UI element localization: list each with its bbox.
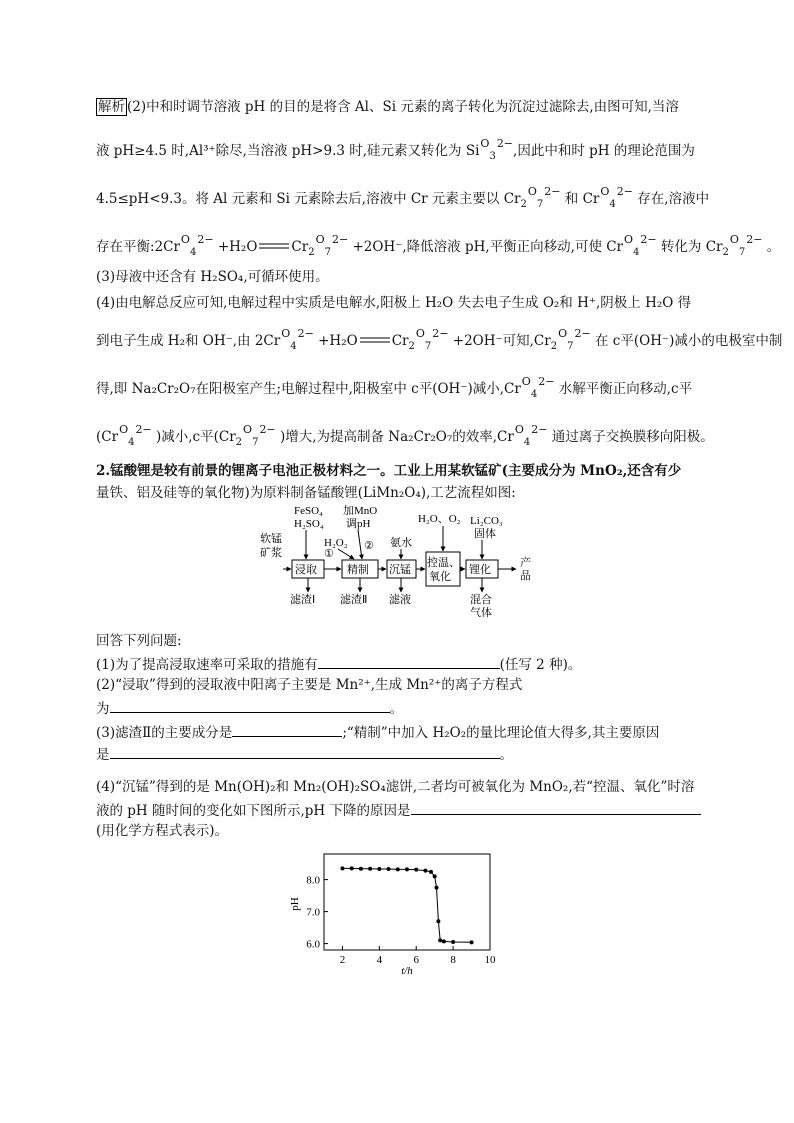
flow-out-3: 滤液 — [389, 594, 411, 606]
question-ask: 回答下列问题: — [96, 633, 182, 649]
answer-blank-1[interactable] — [318, 654, 500, 669]
flow-out-1: 滤渣Ⅰ — [290, 594, 316, 606]
analysis-line-8: 得,即 Na₂Cr₂O₇在阳极室产生;电解过程中,阳极室中 c平(OH⁻)减小$,Cr^O_4^{2-}$ 水解平衡正向移动,c平 — [96, 375, 693, 400]
series-line-0 — [342, 868, 471, 942]
data-point-10 — [429, 870, 433, 874]
data-point-12 — [435, 886, 439, 890]
data-point-11 — [433, 874, 437, 878]
x-tick-label-0: 2 — [339, 954, 346, 966]
cro4-ion: $^O_4^{2-}$ — [624, 233, 657, 258]
x-tick-label-1: 4 — [376, 954, 383, 966]
data-point-16 — [451, 940, 455, 944]
analysis-line-6: (4)由电解总反应可知,电解过程中实质是电解水,阳极上 H₂O 失去电子生成 O₂和 H⁺,阴极上 H₂O 得 — [96, 295, 692, 311]
y-tick-label-1: 7.0 — [306, 906, 320, 919]
flow-reagent-ho: H₂O、O₂ — [418, 513, 461, 525]
question-1: (1)为了提高浸取速率可采取的措施有 (任写 2 种)。 — [96, 654, 581, 674]
flow-reagent-ammonia: 氨水 — [390, 537, 412, 549]
analysis-line-4: 存在平衡$:2Cr^O_4^{2-} +H_2O$ $Cr_2^O_7^{2-} +2OH^-$,降低溶液 pH,平衡正向移动,可使 $Cr^O_4^{2-}$ 转化为 $Cr_2^O_7^{2-}$ 。 — [96, 233, 781, 258]
x-tick-label-2: 6 — [413, 954, 419, 966]
flow-start-2: 矿浆 — [260, 547, 282, 559]
flow-reagent-2a: 加MnO — [343, 505, 378, 517]
cro4-ion: $^O_4^{2-}$ — [180, 233, 214, 258]
question-intro-1: 2.锰酸锂是较有前景的锂离子电池正极材料之一。工业上用某软锰矿(主要成分为 MnO₂,还含有少 — [96, 463, 682, 479]
analysis-line-2: 液 pH≥4.5 时,Al³⁺除尽,当溶液 pH>9.3 时,硅元素又转化为 $Si^O_3^{2-}$,因此中和时 pH 的理论范围为 — [96, 137, 695, 162]
answer-blank-2[interactable] — [110, 698, 390, 713]
flow-reagent-2b: 调pH — [346, 518, 371, 530]
flow-reagent-1b: H₂SO₄ — [294, 518, 324, 530]
x-tick-label-3: 8 — [450, 954, 456, 966]
cr2o7-ion: $_2^O_7^{2-}$ — [550, 327, 591, 352]
y-tick-label-0: 6.0 — [306, 938, 320, 951]
flow-step-3: 沉锰 — [389, 564, 411, 576]
data-point-2 — [359, 867, 363, 871]
flow-out-4b: 气体 — [470, 607, 492, 619]
data-point-5 — [387, 867, 391, 871]
cro4-ion: $^O_4^{2-}$ — [521, 375, 555, 400]
chart-xlabel: t/h — [401, 965, 413, 977]
flow-reagent-h2o2: H₂O₂ — [324, 537, 348, 549]
data-point-6 — [396, 867, 400, 871]
flow-circle-2: ② — [364, 540, 374, 552]
flow-reagent-li2: 固体 — [474, 528, 496, 540]
data-point-1 — [350, 866, 354, 870]
flow-out-2: 滤渣Ⅱ — [340, 594, 368, 606]
cr2o7-ion: $_2^O_7^{2-}$ — [308, 233, 349, 258]
flow-start-1: 软锰 — [260, 533, 282, 545]
answer-blank-5[interactable] — [411, 800, 701, 815]
data-point-13 — [436, 919, 440, 923]
cr2o7-ion: $_2^O_7^{2-}$ — [520, 185, 561, 210]
flow-product-2: 品 — [520, 570, 531, 582]
flow-product-1: 产 — [520, 557, 531, 569]
answer-blank-3[interactable] — [232, 722, 342, 737]
flow-step-5: 锂化 — [469, 564, 491, 576]
equilibrium-arrow-icon — [259, 238, 289, 256]
flow-step-4b: 氧化 — [429, 571, 451, 583]
analysis-line-7: 到电子生成 H₂和 OH⁻,由 $2Cr^O_4^{2-} +H_2O$ $Cr_2^O_7^{2-} +2OH^-$可知$,Cr_2^O_7^{2-}$ 在 c平(OH⁻)减小的电极室中制 — [96, 327, 783, 352]
question-4b: 液的 pH 随时间的变化如下图所示,pH 下降的原因是 — [96, 800, 701, 820]
question-4c: (用化学方程式表示)。 — [96, 823, 229, 839]
analysis-line-5: (3)母液中还含有 H₂SO₄,可循环使用。 — [96, 269, 329, 285]
flow-circle-1: ① — [324, 548, 334, 560]
flow-out-4a: 混合 — [470, 594, 492, 606]
cro4-ion: $^O_4^{2-}$ — [514, 423, 548, 448]
analysis-line-1: 解析 (2)中和时调节溶液 pH 的目的是将含 Al、Si 元素的离子转化为沉淀过滤除去,由图可知,当溶 — [98, 99, 679, 115]
data-point-8 — [414, 868, 418, 872]
cr2o7-ion: $_2^O_7^{2-}$ — [722, 233, 763, 258]
cr2o7-ion: $_2^O_7^{2-}$ — [235, 423, 276, 448]
data-point-7 — [405, 867, 409, 871]
question-intro-2: 量铁、铝及硅等的氧化物)为原料制备锰酸锂(LiMn₂O₄),工艺流程如图: — [96, 485, 516, 501]
data-point-3 — [368, 867, 372, 871]
flow-reagent-li1: Li₂CO₃ — [470, 515, 503, 527]
question-3b: 是 。 — [96, 744, 513, 764]
sio3-ion: $^O_3^{2-}$ — [480, 137, 514, 162]
analysis-line-3: 4.5≤pH<9.3。将 Al 元素和 Si 元素除去后,溶液中 Cr 元素主要以 $Cr_2^O_7^{2-}$ 和 $Cr^O_4^{2-}$ 存在,溶液中 — [96, 185, 710, 210]
cro4-ion: $^O_4^{2-}$ — [119, 423, 152, 448]
x-tick-label-4: 10 — [484, 954, 496, 966]
process-flowchart — [258, 502, 548, 620]
flow-step-2: 精制 — [347, 564, 369, 576]
cro4-ion: $^O_4^{2-}$ — [281, 327, 314, 352]
data-point-15 — [442, 939, 446, 943]
question-2b: 为 。 — [96, 698, 403, 718]
ph-time-chart — [288, 848, 508, 978]
data-point-14 — [438, 938, 442, 942]
question-4a: (4)“沉锰”得到的是 Mn(OH)₂和 Mn₂(OH)₂SO₄滤饼,二者均可被氧化为 MnO₂,若“控温、氧化”时溶 — [96, 779, 695, 795]
equilibrium-arrow-icon — [360, 332, 390, 350]
answer-blank-4[interactable] — [110, 744, 500, 759]
flow-step-1: 浸取 — [295, 564, 317, 576]
y-tick-label-2: 8.0 — [306, 874, 320, 887]
question-3a: (3)滤渣Ⅱ的主要成分是 ;“精制”中加入 H₂O₂的量比理论值大得多,其主要原因 — [96, 722, 659, 742]
flow-step-4a: 控温、 — [427, 557, 460, 569]
chart-ylabel: pH — [289, 897, 301, 911]
data-point-17 — [470, 940, 474, 944]
flow-reagent-1a: FeSO₄ — [294, 505, 323, 517]
analysis-line-9: ($Cr^O_4^{2-}$ )减小,c平($Cr_2^O_7^{2-}$ )增大,为提高制备 Na₂Cr₂O₇的效率$,Cr^O_4^{2-}$ 通过离子交换膜移向阳极。 — [96, 423, 714, 448]
data-point-9 — [423, 869, 427, 873]
data-point-4 — [377, 867, 381, 871]
question-2a: (2)“浸取”得到的浸取液中阳离子主要是 Mn²⁺,生成 Mn²⁺的离子方程式 — [96, 677, 523, 693]
data-point-0 — [340, 866, 344, 870]
cr2o7-ion: $_2^O_7^{2-}$ — [408, 327, 449, 352]
analysis-label: 解析 — [98, 99, 125, 115]
cro4-ion: $^O_4^{2-}$ — [600, 185, 634, 210]
